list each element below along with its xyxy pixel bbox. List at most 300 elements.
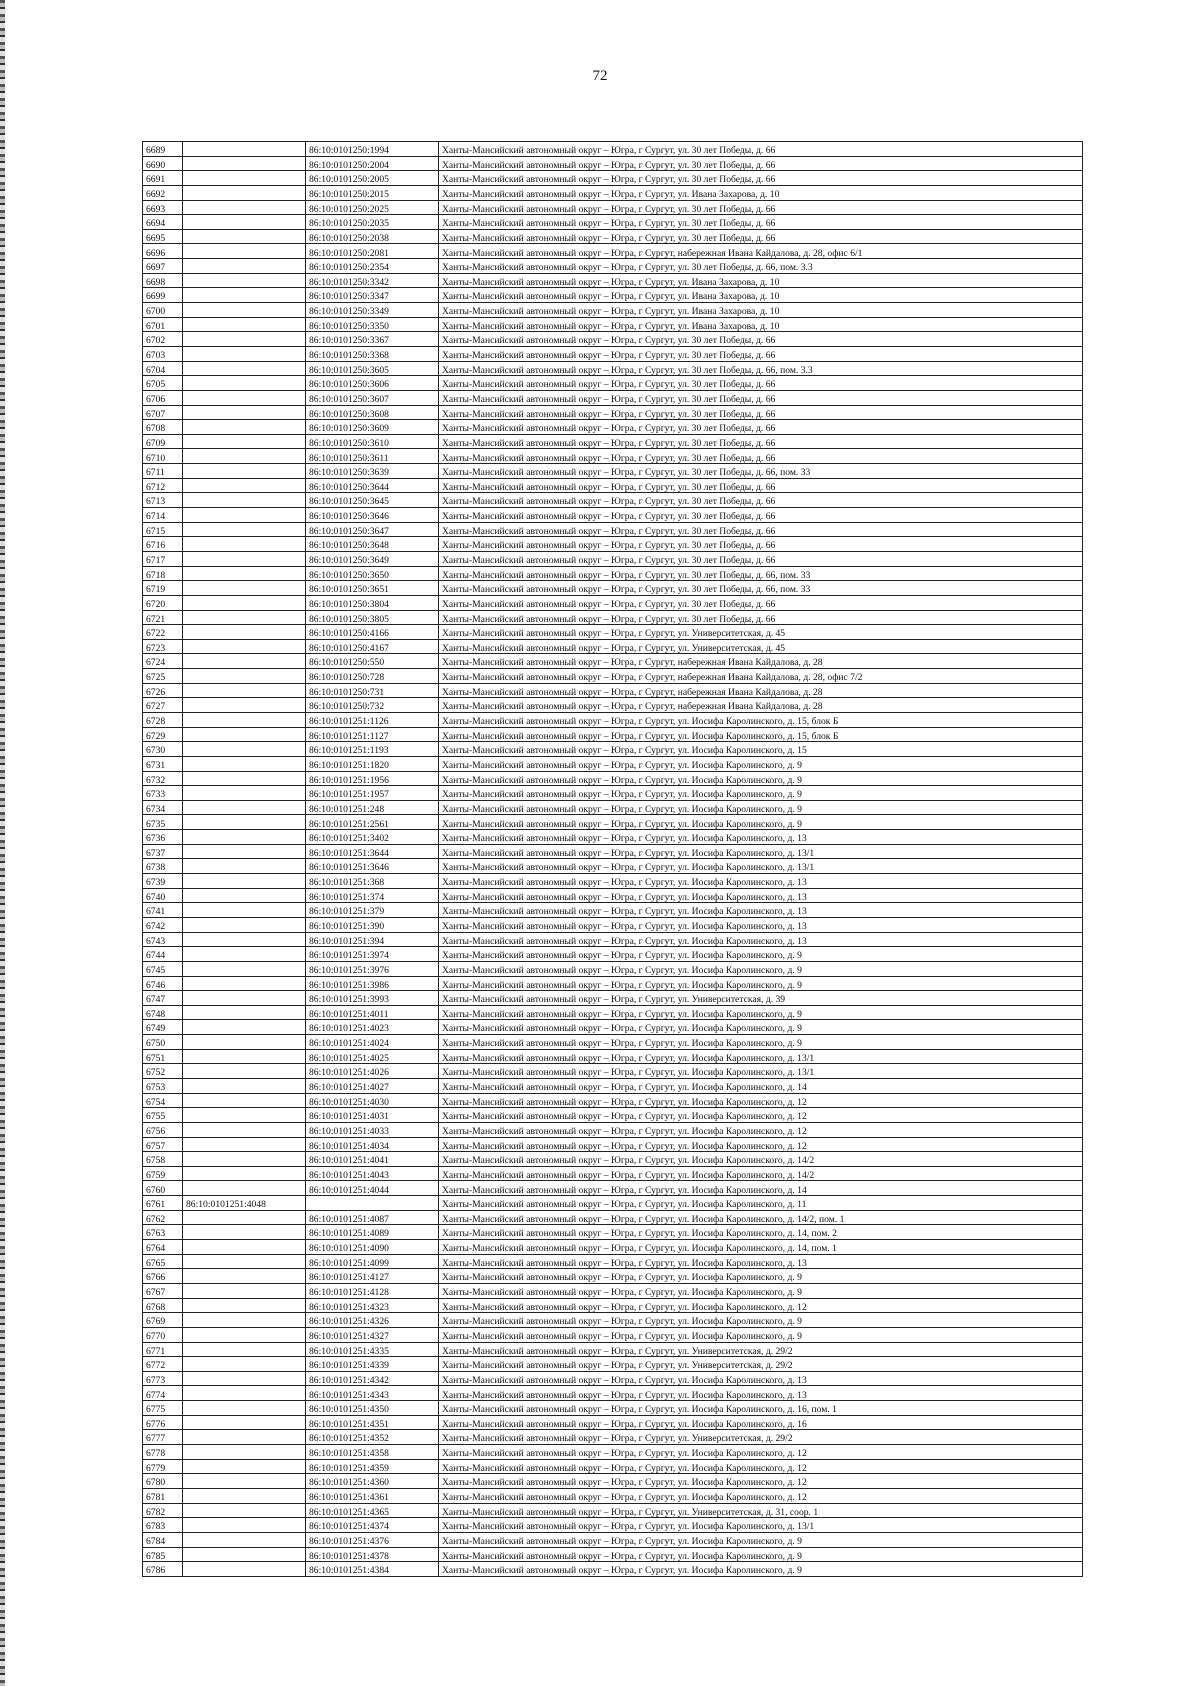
cadastral-number-b-cell: 86:10:0101251:1820 <box>306 756 439 771</box>
table-row <box>143 639 1083 654</box>
table-row <box>143 244 1083 259</box>
cadastral-number-a-cell <box>183 917 306 932</box>
cadastral-number-b-cell: 86:10:0101250:3608 <box>306 405 439 420</box>
row-number-cell: 6707 <box>143 405 183 420</box>
address-cell: Ханты-Мансийский автономный округ – Югра, г Сургут, ул. Университетская, д. 29/2 <box>439 1342 1083 1357</box>
table-row <box>143 1240 1083 1255</box>
table-row <box>143 434 1083 449</box>
table-row <box>143 1035 1083 1050</box>
table-row <box>143 142 1083 157</box>
cadastral-number-b-cell: 86:10:0101250:728 <box>306 669 439 684</box>
cadastral-number-a-cell <box>183 1225 306 1240</box>
cadastral-number-b-cell: 86:10:0101251:4128 <box>306 1283 439 1298</box>
table-row <box>143 1269 1083 1284</box>
cadastral-number-b-cell: 86:10:0101250:3609 <box>306 420 439 435</box>
row-number-cell: 6724 <box>143 654 183 669</box>
table-row <box>143 317 1083 332</box>
cadastral-number-b-cell: 86:10:0101251:374 <box>306 888 439 903</box>
row-number-cell: 6695 <box>143 229 183 244</box>
row-number-cell: 6719 <box>143 581 183 596</box>
address-cell: Ханты-Мансийский автономный округ – Югра, г Сургут, ул. 30 лет Победы, д. 66 <box>439 346 1083 361</box>
table-row <box>143 625 1083 640</box>
cadastral-number-a-cell <box>183 1459 306 1474</box>
cadastral-number-b-cell: 86:10:0101251:3986 <box>306 976 439 991</box>
table-row <box>143 1357 1083 1372</box>
row-number-cell: 6784 <box>143 1532 183 1547</box>
cadastral-number-b-cell: 86:10:0101251:390 <box>306 917 439 932</box>
address-cell: Ханты-Мансийский автономный округ – Югра, г Сургут, ул. 30 лет Победы, д. 66 <box>439 595 1083 610</box>
cadastral-number-b-cell: 86:10:0101251:3646 <box>306 859 439 874</box>
address-cell: Ханты-Мансийский автономный округ – Югра, г Сургут, ул. 30 лет Победы, д. 66 <box>439 156 1083 171</box>
cadastral-number-a-cell <box>183 1137 306 1152</box>
row-number-cell: 6737 <box>143 844 183 859</box>
row-number-cell: 6759 <box>143 1166 183 1181</box>
table-row <box>143 376 1083 391</box>
cadastral-number-a-cell <box>183 1503 306 1518</box>
table-row <box>143 815 1083 830</box>
cadastral-number-b-cell: 86:10:0101251:4327 <box>306 1327 439 1342</box>
cadastral-number-b-cell: 86:10:0101251:4323 <box>306 1298 439 1313</box>
cadastral-number-b-cell: 86:10:0101251:394 <box>306 932 439 947</box>
address-cell: Ханты-Мансийский автономный округ – Югра, г Сургут, ул. Иосифа Каролинского, д. 9 <box>439 771 1083 786</box>
cadastral-number-b-cell: 86:10:0101250:3610 <box>306 434 439 449</box>
address-cell: Ханты-Мансийский автономный округ – Югра, г Сургут, ул. Иосифа Каролинского, д. 12 <box>439 1108 1083 1123</box>
address-cell: Ханты-Мансийский автономный округ – Югра, г Сургут, ул. Иосифа Каролинского, д. 9 <box>439 756 1083 771</box>
cadastral-number-a-cell <box>183 346 306 361</box>
table-row <box>143 200 1083 215</box>
table-row <box>143 464 1083 479</box>
table-row <box>143 537 1083 552</box>
cadastral-number-a-cell <box>183 1152 306 1167</box>
row-number-cell: 6770 <box>143 1327 183 1342</box>
cadastral-number-b-cell: 86:10:0101251:4127 <box>306 1269 439 1284</box>
address-cell: Ханты-Мансийский автономный округ – Югра, г Сургут, ул. 30 лет Победы, д. 66, пом. 33 <box>439 566 1083 581</box>
table-row <box>143 390 1083 405</box>
row-number-cell: 6771 <box>143 1342 183 1357</box>
table-row <box>143 346 1083 361</box>
address-cell: Ханты-Мансийский автономный округ – Югра, г Сургут, ул. Иосифа Каролинского, д. 9 <box>439 947 1083 962</box>
row-number-cell: 6767 <box>143 1283 183 1298</box>
address-cell: Ханты-Мансийский автономный округ – Югра, г Сургут, ул. Иосифа Каролинского, д. 9 <box>439 1327 1083 1342</box>
row-number-cell: 6781 <box>143 1488 183 1503</box>
cadastral-number-b-cell: 86:10:0101250:3368 <box>306 346 439 361</box>
address-cell: Ханты-Мансийский автономный округ – Югра, г Сургут, ул. Иосифа Каролинского, д. 13 <box>439 830 1083 845</box>
table-row <box>143 1122 1083 1137</box>
address-cell: Ханты-Мансийский автономный округ – Югра, г Сургут, ул. Иосифа Каролинского, д. 12 <box>439 1445 1083 1460</box>
table-row <box>143 566 1083 581</box>
table-row <box>143 1415 1083 1430</box>
cadastral-number-a-cell <box>183 1327 306 1342</box>
cadastral-number-a-cell <box>183 1357 306 1372</box>
row-number-cell: 6754 <box>143 1093 183 1108</box>
cadastral-number-a-cell <box>183 405 306 420</box>
address-cell: Ханты-Мансийский автономный округ – Югра, г Сургут, ул. Иосифа Каролинского, д. 12 <box>439 1093 1083 1108</box>
row-number-cell: 6710 <box>143 449 183 464</box>
cadastral-number-a-cell <box>183 142 306 157</box>
cadastral-number-a-cell <box>183 976 306 991</box>
table-row <box>143 361 1083 376</box>
cadastral-number-b-cell: 86:10:0101251:3976 <box>306 961 439 976</box>
cadastral-number-a-cell <box>183 215 306 230</box>
row-number-cell: 6763 <box>143 1225 183 1240</box>
cadastral-number-b-cell: 86:10:0101251:4361 <box>306 1488 439 1503</box>
row-number-cell: 6782 <box>143 1503 183 1518</box>
cadastral-number-a-cell <box>183 376 306 391</box>
registry-table-body <box>143 142 1083 1577</box>
row-number-cell: 6745 <box>143 961 183 976</box>
page-number: 72 <box>592 68 608 84</box>
address-cell: Ханты-Мансийский автономный округ – Югра, г Сургут, ул. Иосифа Каролинского, д. 12 <box>439 1122 1083 1137</box>
cadastral-number-b-cell: 86:10:0101250:3367 <box>306 332 439 347</box>
cadastral-number-a-cell <box>183 1093 306 1108</box>
row-number-cell: 6762 <box>143 1210 183 1225</box>
row-number-cell: 6725 <box>143 669 183 684</box>
table-row <box>143 976 1083 991</box>
cadastral-number-b-cell: 86:10:0101250:2005 <box>306 171 439 186</box>
cadastral-number-a-cell <box>183 1020 306 1035</box>
address-cell: Ханты-Мансийский автономный округ – Югра, г Сургут, ул. Иосифа Каролинского, д. 13/1 <box>439 859 1083 874</box>
address-cell: Ханты-Мансийский автономный округ – Югра, г Сургут, ул. 30 лет Победы, д. 66 <box>439 478 1083 493</box>
row-number-cell: 6715 <box>143 522 183 537</box>
cadastral-number-a-cell <box>183 185 306 200</box>
cadastral-number-b-cell: 86:10:0101251:1193 <box>306 742 439 757</box>
address-cell: Ханты-Мансийский автономный округ – Югра, г Сургут, ул. Иосифа Каролинского, д. 13 <box>439 888 1083 903</box>
address-cell: Ханты-Мансийский автономный округ – Югра, г Сургут, ул. 30 лет Победы, д. 66 <box>439 229 1083 244</box>
row-number-cell: 6746 <box>143 976 183 991</box>
cadastral-number-a-cell <box>183 1532 306 1547</box>
row-number-cell: 6779 <box>143 1459 183 1474</box>
cadastral-number-a-cell <box>183 669 306 684</box>
table-row <box>143 830 1083 845</box>
cadastral-number-b-cell: 86:10:0101251:3644 <box>306 844 439 859</box>
table-row <box>143 961 1083 976</box>
cadastral-number-b-cell: 86:10:0101251:4384 <box>306 1562 439 1577</box>
cadastral-number-a-cell <box>183 1240 306 1255</box>
cadastral-number-a-cell <box>183 522 306 537</box>
cadastral-number-a-cell <box>183 1122 306 1137</box>
address-cell: Ханты-Мансийский автономный округ – Югра, г Сургут, ул. 30 лет Победы, д. 66 <box>439 405 1083 420</box>
cadastral-number-b-cell: 86:10:0101251:4359 <box>306 1459 439 1474</box>
cadastral-number-b-cell: 86:10:0101251:4342 <box>306 1371 439 1386</box>
row-number-cell: 6766 <box>143 1269 183 1284</box>
address-cell: Ханты-Мансийский автономный округ – Югра, г Сургут, ул. Иосифа Каролинского, д. 9 <box>439 1005 1083 1020</box>
cadastral-number-a-cell <box>183 1371 306 1386</box>
address-cell: Ханты-Мансийский автономный округ – Югра, г Сургут, ул. Иосифа Каролинского, д. 12 <box>439 1137 1083 1152</box>
table-row <box>143 449 1083 464</box>
cadastral-number-a-cell <box>183 815 306 830</box>
cadastral-number-a-cell <box>183 961 306 976</box>
address-cell: Ханты-Мансийский автономный округ – Югра, г Сургут, ул. 30 лет Победы, д. 66 <box>439 420 1083 435</box>
address-cell: Ханты-Мансийский автономный округ – Югра, г Сургут, ул. Иосифа Каролинского, д. 14, пом. 2 <box>439 1225 1083 1240</box>
table-row <box>143 508 1083 523</box>
table-row <box>143 595 1083 610</box>
cadastral-number-b-cell: 86:10:0101251:4360 <box>306 1474 439 1489</box>
address-cell: Ханты-Мансийский автономный округ – Югра, г Сургут, ул. 30 лет Победы, д. 66 <box>439 522 1083 537</box>
row-number-cell: 6692 <box>143 185 183 200</box>
cadastral-number-a-cell <box>183 1108 306 1123</box>
row-number-cell: 6696 <box>143 244 183 259</box>
cadastral-number-b-cell: 86:10:0101251:4351 <box>306 1415 439 1430</box>
address-cell: Ханты-Мансийский автономный округ – Югра, г Сургут, ул. 30 лет Победы, д. 66 <box>439 215 1083 230</box>
address-cell: Ханты-Мансийский автономный округ – Югра, г Сургут, ул. 30 лет Победы, д. 66, пом. 3.3 <box>439 259 1083 274</box>
table-row <box>143 303 1083 318</box>
cadastral-number-b-cell: 86:10:0101251:4378 <box>306 1547 439 1562</box>
row-number-cell: 6777 <box>143 1430 183 1445</box>
cadastral-number-a-cell <box>183 610 306 625</box>
address-cell: Ханты-Мансийский автономный округ – Югра, г Сургут, ул. Иосифа Каролинского, д. 13 <box>439 874 1083 889</box>
cadastral-number-a-cell <box>183 332 306 347</box>
address-cell: Ханты-Мансийский автономный округ – Югра, г Сургут, ул. 30 лет Победы, д. 66 <box>439 493 1083 508</box>
cadastral-number-a-cell <box>183 830 306 845</box>
row-number-cell: 6728 <box>143 712 183 727</box>
row-number-cell: 6693 <box>143 200 183 215</box>
table-row <box>143 156 1083 171</box>
cadastral-number-a-cell <box>183 1005 306 1020</box>
row-number-cell: 6732 <box>143 771 183 786</box>
cadastral-number-a-cell <box>183 1401 306 1416</box>
table-row <box>143 1342 1083 1357</box>
table-row <box>143 1254 1083 1269</box>
cadastral-number-a-cell <box>183 434 306 449</box>
cadastral-number-b-cell: 86:10:0101251:368 <box>306 874 439 889</box>
row-number-cell: 6734 <box>143 800 183 815</box>
cadastral-number-a-cell <box>183 1181 306 1196</box>
cadastral-number-b-cell: 86:10:0101251:4374 <box>306 1518 439 1533</box>
cadastral-number-a-cell <box>183 420 306 435</box>
table-row <box>143 1371 1083 1386</box>
cadastral-number-b-cell: 86:10:0101251:4090 <box>306 1240 439 1255</box>
cadastral-number-a-cell <box>183 171 306 186</box>
cadastral-number-b-cell: 86:10:0101250:3649 <box>306 551 439 566</box>
table-row <box>143 1196 1083 1211</box>
cadastral-number-a-cell <box>183 595 306 610</box>
row-number-cell: 6694 <box>143 215 183 230</box>
address-cell: Ханты-Мансийский автономный округ – Югра, г Сургут, ул. Иосифа Каролинского, д. 9 <box>439 800 1083 815</box>
cadastral-number-a-cell <box>183 1488 306 1503</box>
cadastral-number-b-cell: 86:10:0101250:3647 <box>306 522 439 537</box>
row-number-cell: 6713 <box>143 493 183 508</box>
address-cell: Ханты-Мансийский автономный округ – Югра, г Сургут, ул. Иосифа Каролинского, д. 9 <box>439 1562 1083 1577</box>
table-row <box>143 844 1083 859</box>
address-cell: Ханты-Мансийский автономный округ – Югра, г Сургут, ул. Иосифа Каролинского, д. 9 <box>439 786 1083 801</box>
row-number-cell: 6699 <box>143 288 183 303</box>
cadastral-number-a-cell <box>183 493 306 508</box>
table-row <box>143 1049 1083 1064</box>
row-number-cell: 6727 <box>143 698 183 713</box>
address-cell: Ханты-Мансийский автономный округ – Югра, г Сургут, ул. 30 лет Победы, д. 66 <box>439 434 1083 449</box>
row-number-cell: 6756 <box>143 1122 183 1137</box>
cadastral-number-b-cell: 86:10:0101250:3349 <box>306 303 439 318</box>
table-row <box>143 1020 1083 1035</box>
address-cell: Ханты-Мансийский автономный округ – Югра, г Сургут, ул. 30 лет Победы, д. 66, пом. 3.3 <box>439 361 1083 376</box>
table-row <box>143 288 1083 303</box>
table-row <box>143 259 1083 274</box>
row-number-cell: 6698 <box>143 273 183 288</box>
cadastral-number-b-cell: 86:10:0101251:4031 <box>306 1108 439 1123</box>
address-cell: Ханты-Мансийский автономный округ – Югра, г Сургут, ул. Университетская, д. 45 <box>439 639 1083 654</box>
cadastral-number-b-cell: 86:10:0101251:3993 <box>306 991 439 1006</box>
row-number-cell: 6742 <box>143 917 183 932</box>
table-row <box>143 669 1083 684</box>
cadastral-number-b-cell: 86:10:0101251:248 <box>306 800 439 815</box>
table-row <box>143 1503 1083 1518</box>
cadastral-number-a-cell: 86:10:0101251:4048 <box>183 1196 306 1211</box>
address-cell: Ханты-Мансийский автономный округ – Югра, г Сургут, ул. 30 лет Победы, д. 66 <box>439 449 1083 464</box>
table-row <box>143 1562 1083 1577</box>
table-row <box>143 756 1083 771</box>
cadastral-number-b-cell: 86:10:0101250:4166 <box>306 625 439 640</box>
cadastral-number-b-cell: 86:10:0101251:4335 <box>306 1342 439 1357</box>
table-row <box>143 903 1083 918</box>
row-number-cell: 6712 <box>143 478 183 493</box>
cadastral-number-b-cell: 86:10:0101250:3639 <box>306 464 439 479</box>
row-number-cell: 6716 <box>143 537 183 552</box>
cadastral-number-b-cell: 86:10:0101250:3651 <box>306 581 439 596</box>
cadastral-number-a-cell <box>183 288 306 303</box>
cadastral-number-b-cell: 86:10:0101250:3646 <box>306 508 439 523</box>
address-cell: Ханты-Мансийский автономный округ – Югра, г Сургут, ул. 30 лет Победы, д. 66, пом. 33 <box>439 581 1083 596</box>
row-number-cell: 6776 <box>143 1415 183 1430</box>
cadastral-number-b-cell: 86:10:0101251:1127 <box>306 727 439 742</box>
cadastral-number-b-cell: 86:10:0101251:4041 <box>306 1152 439 1167</box>
cadastral-number-a-cell <box>183 1064 306 1079</box>
row-number-cell: 6778 <box>143 1445 183 1460</box>
table-row <box>143 1166 1083 1181</box>
cadastral-number-b-cell: 86:10:0101251:4044 <box>306 1181 439 1196</box>
row-number-cell: 6741 <box>143 903 183 918</box>
cadastral-number-b-cell: 86:10:0101251:2561 <box>306 815 439 830</box>
cadastral-number-b-cell: 86:10:0101250:3805 <box>306 610 439 625</box>
row-number-cell: 6709 <box>143 434 183 449</box>
table-row <box>143 1327 1083 1342</box>
cadastral-number-a-cell <box>183 874 306 889</box>
row-number-cell: 6739 <box>143 874 183 889</box>
table-row <box>143 171 1083 186</box>
row-number-cell: 6701 <box>143 317 183 332</box>
table-row <box>143 932 1083 947</box>
cadastral-number-b-cell: 86:10:0101251:4026 <box>306 1064 439 1079</box>
address-cell: Ханты-Мансийский автономный округ – Югра, г Сургут, ул. Иосифа Каролинского, д. 13/1 <box>439 1064 1083 1079</box>
table-row <box>143 1108 1083 1123</box>
cadastral-number-b-cell: 86:10:0101251:4339 <box>306 1357 439 1372</box>
table-row <box>143 683 1083 698</box>
address-cell: Ханты-Мансийский автономный округ – Югра, г Сургут, ул. Ивана Захарова, д. 10 <box>439 303 1083 318</box>
row-number-cell: 6730 <box>143 742 183 757</box>
cadastral-number-a-cell <box>183 1415 306 1430</box>
cadastral-number-a-cell <box>183 683 306 698</box>
cadastral-number-a-cell <box>183 478 306 493</box>
cadastral-number-b-cell: 86:10:0101251:4011 <box>306 1005 439 1020</box>
cadastral-number-a-cell <box>183 390 306 405</box>
address-cell: Ханты-Мансийский автономный округ – Югра, г Сургут, ул. Университетская, д. 31, соор. 1 <box>439 1503 1083 1518</box>
cadastral-number-a-cell <box>183 449 306 464</box>
cadastral-number-a-cell <box>183 727 306 742</box>
cadastral-number-a-cell <box>183 1547 306 1562</box>
row-number-cell: 6705 <box>143 376 183 391</box>
cadastral-number-b-cell: 86:10:0101250:2354 <box>306 259 439 274</box>
cadastral-number-b-cell: 86:10:0101251:4033 <box>306 1122 439 1137</box>
table-row <box>143 698 1083 713</box>
cadastral-number-a-cell <box>183 991 306 1006</box>
table-row <box>143 712 1083 727</box>
cadastral-number-b-cell: 86:10:0101250:2004 <box>306 156 439 171</box>
row-number-cell: 6768 <box>143 1298 183 1313</box>
address-cell: Ханты-Мансийский автономный округ – Югра, г Сургут, ул. 30 лет Победы, д. 66 <box>439 508 1083 523</box>
table-row <box>143 1152 1083 1167</box>
cadastral-number-a-cell <box>183 1254 306 1269</box>
cadastral-number-a-cell <box>183 244 306 259</box>
cadastral-number-b-cell: 86:10:0101251:4326 <box>306 1313 439 1328</box>
cadastral-number-b-cell: 86:10:0101251:4025 <box>306 1049 439 1064</box>
address-cell: Ханты-Мансийский автономный округ – Югра, г Сургут, ул. Иосифа Каролинского, д. 13/1 <box>439 844 1083 859</box>
cadastral-number-b-cell: 86:10:0101251:1956 <box>306 771 439 786</box>
table-row <box>143 522 1083 537</box>
table-row <box>143 1430 1083 1445</box>
address-cell: Ханты-Мансийский автономный округ – Югра, г Сургут, ул. Иосифа Каролинского, д. 13 <box>439 917 1083 932</box>
cadastral-number-b-cell: 86:10:0101250:3342 <box>306 273 439 288</box>
address-cell: Ханты-Мансийский автономный округ – Югра, г Сургут, ул. Ивана Захарова, д. 10 <box>439 317 1083 332</box>
table-row <box>143 786 1083 801</box>
cadastral-number-a-cell <box>183 464 306 479</box>
address-cell: Ханты-Мансийский автономный округ – Югра, г Сургут, ул. Ивана Захарова, д. 10 <box>439 273 1083 288</box>
address-cell: Ханты-Мансийский автономный округ – Югра, г Сургут, ул. Иосифа Каролинского, д. 13 <box>439 1371 1083 1386</box>
cadastral-number-a-cell <box>183 800 306 815</box>
cadastral-number-b-cell: 86:10:0101251:4027 <box>306 1079 439 1094</box>
cadastral-number-a-cell <box>183 317 306 332</box>
address-cell: Ханты-Мансийский автономный округ – Югра, г Сургут, ул. 30 лет Победы, д. 66 <box>439 551 1083 566</box>
cadastral-number-b-cell: 86:10:0101251:1126 <box>306 712 439 727</box>
table-row <box>143 991 1083 1006</box>
cadastral-number-a-cell <box>183 786 306 801</box>
cadastral-number-a-cell <box>183 625 306 640</box>
cadastral-number-a-cell <box>183 1283 306 1298</box>
address-cell: Ханты-Мансийский автономный округ – Югра, г Сургут, ул. Иосифа Каролинского, д. 9 <box>439 1035 1083 1050</box>
table-row <box>143 800 1083 815</box>
cadastral-number-a-cell <box>183 698 306 713</box>
table-row <box>143 1532 1083 1547</box>
address-cell: Ханты-Мансийский автономный округ – Югра, г Сургут, ул. Иосифа Каролинского, д. 12 <box>439 1459 1083 1474</box>
cadastral-number-a-cell <box>183 844 306 859</box>
row-number-cell: 6760 <box>143 1181 183 1196</box>
table-row <box>143 493 1083 508</box>
row-number-cell: 6720 <box>143 595 183 610</box>
cadastral-number-a-cell <box>183 581 306 596</box>
row-number-cell: 6718 <box>143 566 183 581</box>
table-row <box>143 1313 1083 1328</box>
cadastral-number-a-cell <box>183 1474 306 1489</box>
row-number-cell: 6700 <box>143 303 183 318</box>
cadastral-number-b-cell: 86:10:0101251:4352 <box>306 1430 439 1445</box>
address-cell: Ханты-Мансийский автономный округ – Югра, г Сургут, ул. Университетская, д. 39 <box>439 991 1083 1006</box>
row-number-cell: 6714 <box>143 508 183 523</box>
cadastral-number-b-cell: 86:10:0101250:3611 <box>306 449 439 464</box>
address-cell: Ханты-Мансийский автономный округ – Югра, г Сургут, ул. 30 лет Победы, д. 66 <box>439 390 1083 405</box>
address-cell: Ханты-Мансийский автономный округ – Югра, г Сургут, ул. Иосифа Каролинского, д. 9 <box>439 1532 1083 1547</box>
table-row <box>143 405 1083 420</box>
cadastral-number-a-cell <box>183 1210 306 1225</box>
cadastral-number-b-cell: 86:10:0101250:3606 <box>306 376 439 391</box>
table-row <box>143 742 1083 757</box>
cadastral-number-b-cell: 86:10:0101250:550 <box>306 654 439 669</box>
table-row <box>143 1093 1083 1108</box>
row-number-cell: 6689 <box>143 142 183 157</box>
cadastral-number-a-cell <box>183 273 306 288</box>
cadastral-number-a-cell <box>183 361 306 376</box>
cadastral-number-a-cell <box>183 639 306 654</box>
cadastral-number-a-cell <box>183 888 306 903</box>
address-cell: Ханты-Мансийский автономный округ – Югра, г Сургут, ул. Иосифа Каролинского, д. 9 <box>439 976 1083 991</box>
cadastral-number-a-cell <box>183 1166 306 1181</box>
